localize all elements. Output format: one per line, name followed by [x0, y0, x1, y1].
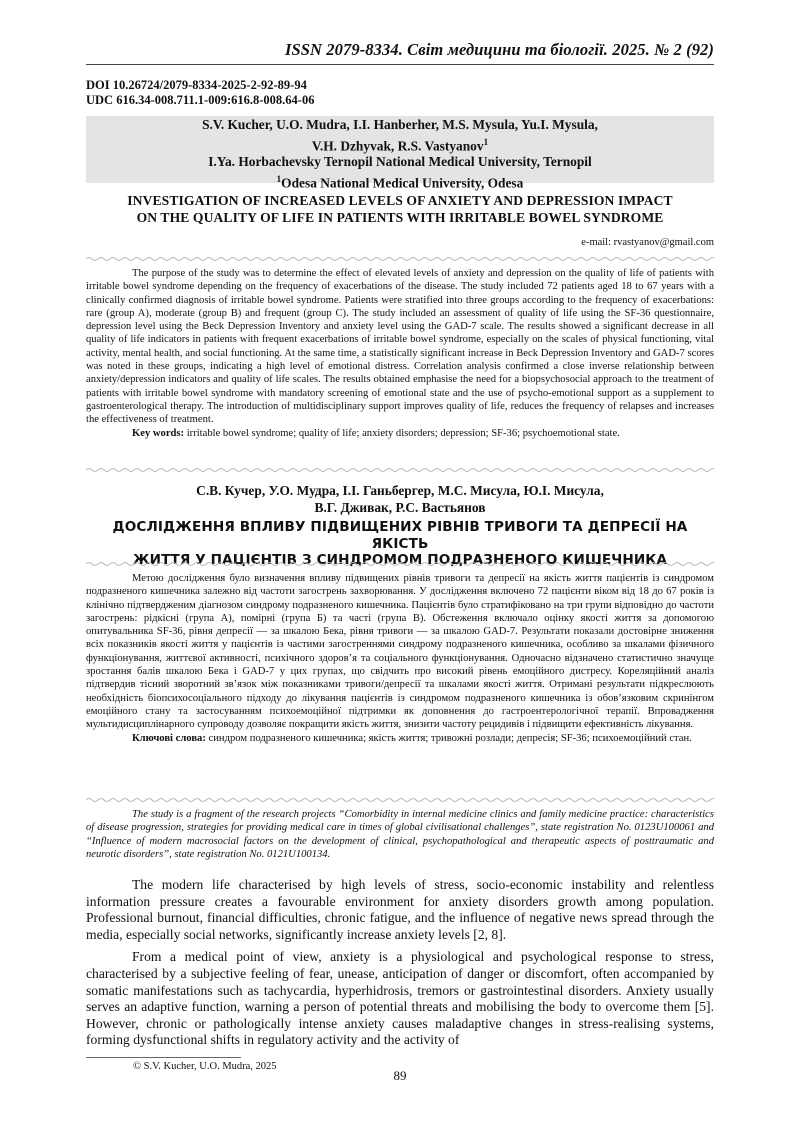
wave-divider [86, 256, 714, 262]
body-paragraph: The modern life characterised by high levels of stress, socio-economic instability and relentless information pressure creates a favourable environment for anxiety disorders growth among population. Professional burnout, financial difficulties, chronic fatigue, and the influence of negative news spread through the media, especially social networks, significantly increase anxiety levels [2, 8]. [86, 877, 714, 942]
authors-en-box [86, 116, 714, 191]
wave-divider [86, 797, 714, 803]
journal-header: ISSN 2079-8334. Світ медицини та біології. 2025. № 2 (92) [284, 40, 714, 59]
keywords-ua: Ключові слова: синдром подразненого кишечника; якість життя; тривожні розлади; депресія; SF-36; психоемоційний стан. [132, 732, 692, 744]
abstract-en-text: The purpose of the study was to determine the effect of elevated levels of anxiety and depression on the quality of life of patients with irritable bowel syndrome depending on the frequency of exacerbations of the disease. The study included 72 patients aged 18 to 67 years with a clinically confirmed diagnosis of irritable bowel syndrome. Patients were stratified into three groups according to the frequency of exacerbations: rare (group A), moderate (group B) and frequent (group C). The study included an assessment of quality of life using the SF-36 questionnaire, depression level using the Beck Depression Inventory and anxiety level using the GAD-7 scale. The results showed a significant decrease in all quality of life indicators in patients with frequent exacerbations of irritable bowel syndrome, especially on the scales of physical functioning, vital activity, mental health, and social functioning. At the same time, a statistically significant increase in Beck Depression Inventory and GAD-7 scores was noted in these groups, indicating a high level of emotional distress. Correlation analysis confirmed a close inverse relationship between anxiety/depression indicators and quality of life scales. The results obtained emphasise the need for a biopsychosocial approach to the treatment of patients with irritable bowel syndrome with mandatory screening of emotional state and the use of psycho-emotional support as a supplement to gastroenterological therapy. The introduction of multidisciplinary support improves quality of life, reduces the frequency of relapses and increases the effectiveness of treatment. [86, 268, 714, 426]
wave-divider [86, 467, 714, 473]
doi: DOI 10.26724/2079-8334-2025-2-92-89-94 [86, 78, 307, 92]
title-en: INVESTIGATION OF INCREASED LEVELS OF ANXIETY AND DEPRESSION IMPACT ON THE QUALITY OF LIFE IN PATIENTS WITH IRRITABLE BOWEL SYNDROME [127, 193, 673, 225]
copyright: © S.V. Kucher, U.O. Mudra, 2025 [133, 1061, 277, 1072]
page-number: 89 [393, 1068, 407, 1083]
funding-note: The study is a fragment of the research projects “Comorbidity in internal medicine clinics and family medicine practice: characteristics of disease progression, strategies for providing medical care in times of global civilisational challenges”, state registration No. 0123U100061 and “Influence of modern macrosocial factors on the development of clinical, psychopathological and therapeutic aspects of posttraumatic and neurotic disorders”, state registration No. 0121U100134. [86, 809, 714, 861]
header-rule [86, 64, 714, 65]
wave-divider [86, 561, 714, 567]
identifiers [86, 78, 314, 108]
body-text [86, 877, 714, 1055]
authors-ua: С.В. Кучер, У.О. Мудра, І.І. Ганьбергер, М.С. Мисула, Ю.І. Мисула, В.Г. Дживак, Р.С. Вастьянов [196, 483, 604, 515]
abstract-en [86, 267, 714, 440]
contact-email: e-mail: rvastyanov@gmail.com [581, 237, 714, 248]
udc: UDC 616.34-008.711.1-009:616.8-008.64-06 [86, 93, 315, 107]
keywords-en: Key words: irritable bowel syndrome; quality of life; anxiety disorders; depression; SF-36; psychoemotional state. [132, 427, 620, 439]
affiliation-1: I.Ya. Horbachevsky Ternopil National Medical University, Ternopil [208, 154, 592, 170]
authors-en-line1: S.V. Kucher, U.O. Mudra, I.I. Hanberher, M.S. Mysula, Yu.I. Mysula, [202, 117, 598, 132]
footer-rule [86, 1057, 241, 1058]
title-ua: ДОСЛІДЖЕННЯ ВПЛИВУ ПІДВИЩЕНИХ РІВНІВ ТРИВОГИ ТА ДЕПРЕСІЇ НА ЯКІСТЬ ЖИТТЯ У ПАЦІЄНТІВ З СИНДРОМОМ ПОДРАЗНЕНОГО КИШЕЧНИКА [112, 519, 688, 568]
body-paragraph: From a medical point of view, anxiety is a physiological and psychological response to stress, characterised by a subjective feeling of fear, unease, anticipation of danger or discomfort, often accompanied by somatic manifestations such as tachycardia, hyperhidrosis, tremors or gastrointestinal disorders. Anxiety usually serves an adaptive function, warning a person of potential threats and mobilising the body to overcome them [5]. However, chronic or pathologically intense anxiety causes maladaptive changes in stress-realising systems, forming dysfunctional shifts in regulatory activity and the activity of [86, 949, 714, 1048]
abstract-ua-text: Метою дослідження було визначення впливу підвищених рівнів тривоги та депресії на якість життя пацієнтів із синдромом подразненого кишечника залежно від частоти загострень захворювання. У дослідження включено 72 пацієнти віком від 18 до 67 років із клінічно підтвердженим діагнозом синдрому подразненого кишечника. Пацієнтів було стратифіковано на три групи відповідно до частоти загострень: рідкісні (група А), помірні (група Б) та часті (група В). Обстеження включало оцінку якості життя за допомогою опитувальника SF-36, рівня депресії — за шкалою Бека, рівня тривоги — за шкалою GAD-7. Результати показали достовірне зниження всіх показників якості життя у пацієнтів із частими загостреннями синдрому подразненого кишечника, особливо за шкалами фізичного функціонування, життєвої активності, психічного здоров’я та соціального функціонування. Одночасно відзначено статистично значуще зростання балів шкалою Бека і GAD-7 у цих групах, що свідчить про високий рівень емоційного дистресу. Кореляційний аналіз підтвердив тісний зворотний зв’язок між показниками тривоги/депресії та шкалами якості життя. Отримані результати підкреслюють необхідність біопсихосоціального підходу до лікування пацієнтів із синдромом подразненого кишечника із обов’язковим скринінгом емоційного стану та застосуванням психоемоційної підтримки як доповнення до гастроентерологічної терапії. Впровадження мультидисциплінарного супроводу дозволяє покращити якість життя, знизити частоту рецидивів і підвищити ефективність лікування. [86, 573, 714, 731]
authors-en-line2: V.H. Dzhyvak, R.S. Vastyanov$^1$ [311, 136, 489, 153]
affiliation-2: $^1$Odesa National Medical University, Odesa [276, 173, 524, 191]
abstract-ua [86, 572, 714, 745]
